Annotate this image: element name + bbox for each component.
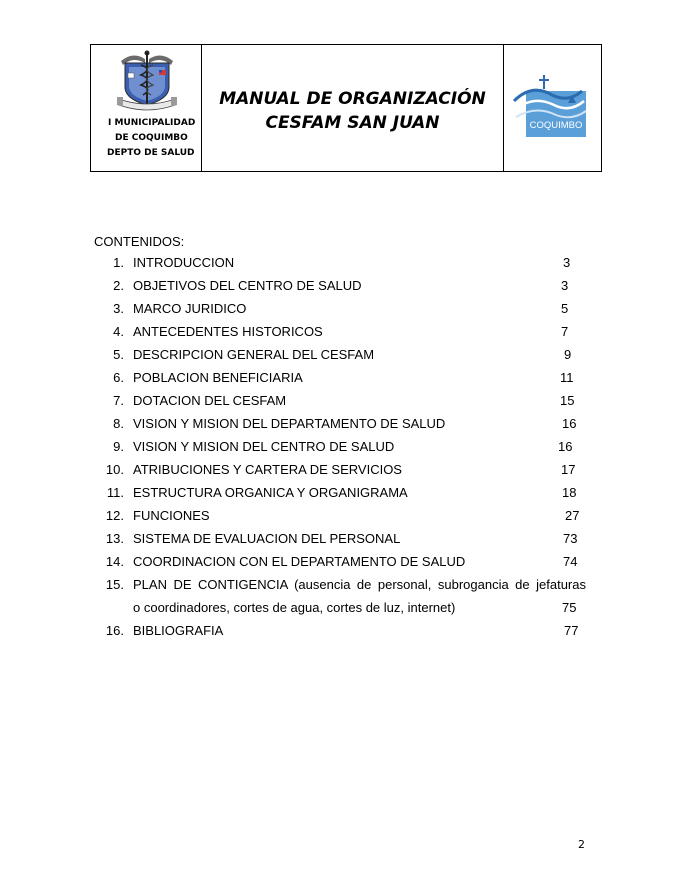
toc-entry-label: COORDINACION CON EL DEPARTAMENTO DE SALUD xyxy=(133,554,466,569)
toc-entry-label: SISTEMA DE EVALUACION DEL PERSONAL xyxy=(133,531,401,546)
toc-entry-continuation xyxy=(94,597,594,619)
toc-entry xyxy=(94,573,594,597)
toc-entry-number: 13. xyxy=(105,531,124,546)
toc-entry-number: 6. xyxy=(113,370,124,385)
toc-entry-label: PLAN DE CONTIGENCIA (ausencia de personal, subrogancia de jefaturas xyxy=(133,577,586,592)
toc-entry xyxy=(94,343,594,366)
toc-entry-number: 10. xyxy=(105,462,124,477)
org-line-city: DE COQUIMBO xyxy=(115,133,188,143)
toc-entry-number: 2. xyxy=(113,278,124,293)
toc-entry-page: 74 xyxy=(563,554,578,569)
toc-entry-number: 12. xyxy=(105,508,124,523)
org-line-municipality: I MUNICIPALIDAD xyxy=(108,118,196,128)
toc-entry xyxy=(94,504,594,527)
toc-entry-label: OBJETIVOS DEL CENTRO DE SALUD xyxy=(133,278,362,293)
toc-entry-label: VISION Y MISION DEL CENTRO DE SALUD xyxy=(133,439,395,454)
city-logo-label: COQUIMBO xyxy=(529,120,583,131)
toc-entry xyxy=(94,527,594,550)
toc-entry-label: POBLACION BENEFICIARIA xyxy=(133,370,303,385)
toc-entry-label-continuation: o coordinadores, cortes de agua, cortes de luz, internet) xyxy=(133,600,456,615)
toc-entry-page: 27 xyxy=(565,508,580,523)
toc-entry-page: 18 xyxy=(562,485,577,500)
toc-entry xyxy=(94,297,594,320)
toc-entry-label: DOTACION DEL CESFAM xyxy=(133,393,287,408)
organization-name xyxy=(91,116,202,161)
toc-entry xyxy=(94,389,594,412)
toc-entry-number: 14. xyxy=(105,554,124,569)
toc-entry-number: 5. xyxy=(113,347,124,362)
header-org-cell xyxy=(91,45,202,171)
document-title xyxy=(219,87,486,135)
toc-entry xyxy=(94,550,594,573)
toc-entry-page: 7 xyxy=(561,324,569,339)
contents-heading: CONTENIDOS: xyxy=(94,234,185,249)
toc-entry xyxy=(94,481,594,504)
toc-entry-page: 16 xyxy=(558,439,573,454)
toc-entry-number: 3. xyxy=(113,301,124,316)
toc-entry-label: VISION Y MISION DEL DEPARTAMENTO DE SALUD xyxy=(133,416,446,431)
toc-entry xyxy=(94,320,594,343)
toc-entry-page: 16 xyxy=(562,416,577,431)
toc-entry-label: DESCRIPCION GENERAL DEL CESFAM xyxy=(133,347,375,362)
toc-entry xyxy=(94,458,594,481)
toc-entry xyxy=(94,366,594,389)
toc-entry-page: 11 xyxy=(560,370,574,385)
toc-entry-label: ATRIBUCIONES Y CARTERA DE SERVICIOS xyxy=(133,462,402,477)
toc-entry-number: 16. xyxy=(105,623,124,638)
header-logo-cell xyxy=(504,45,601,171)
toc-entry-page: 77 xyxy=(564,623,579,638)
header-title-cell xyxy=(202,45,504,171)
toc-entry-label: ESTRUCTURA ORGANICA Y ORGANIGRAMA xyxy=(133,485,408,500)
toc-entry-label: ANTECEDENTES HISTORICOS xyxy=(133,324,323,339)
toc-entry xyxy=(94,619,594,642)
toc-entry-number: 7. xyxy=(113,393,124,408)
toc-entry xyxy=(94,274,594,297)
toc-entry-page: 75 xyxy=(562,600,577,615)
municipal-health-crest-icon xyxy=(115,47,179,113)
toc-entry xyxy=(94,412,594,435)
table-of-contents xyxy=(94,233,594,642)
toc-entry xyxy=(94,435,594,458)
toc-entry xyxy=(94,251,594,274)
toc-entry-label: FUNCIONES xyxy=(133,508,210,523)
toc-entry-page: 5 xyxy=(561,301,569,316)
org-line-department: DEPTO DE SALUD xyxy=(107,148,195,158)
coquimbo-city-logo-icon xyxy=(512,73,588,143)
toc-entry-number: 8. xyxy=(113,416,124,431)
title-line-cesfam: CESFAM SAN JUAN xyxy=(265,113,440,133)
title-line-manual: MANUAL DE ORGANIZACIÓN xyxy=(219,89,486,109)
toc-entry-page: 73 xyxy=(563,531,578,546)
toc-entry-page: 9 xyxy=(564,347,572,362)
toc-entry-page: 17 xyxy=(561,462,576,477)
page-number: 2 xyxy=(578,838,585,851)
toc-entry-label: BIBLIOGRAFIA xyxy=(133,623,224,638)
toc-entry-number: 1. xyxy=(113,255,124,270)
document-header-table xyxy=(90,44,602,172)
toc-entry-label: MARCO JURIDICO xyxy=(133,301,247,316)
toc-entry-label: INTRODUCCION xyxy=(133,255,235,270)
toc-entry-page: 3 xyxy=(561,278,569,293)
toc-entry-number: 4. xyxy=(113,324,124,339)
toc-entry-number: 11. xyxy=(106,485,124,500)
toc-entry-page: 15 xyxy=(560,393,575,408)
toc-entry-number: 9. xyxy=(113,439,124,454)
toc-entry-number: 15. xyxy=(105,577,124,592)
toc-entry-page: 3 xyxy=(563,255,571,270)
